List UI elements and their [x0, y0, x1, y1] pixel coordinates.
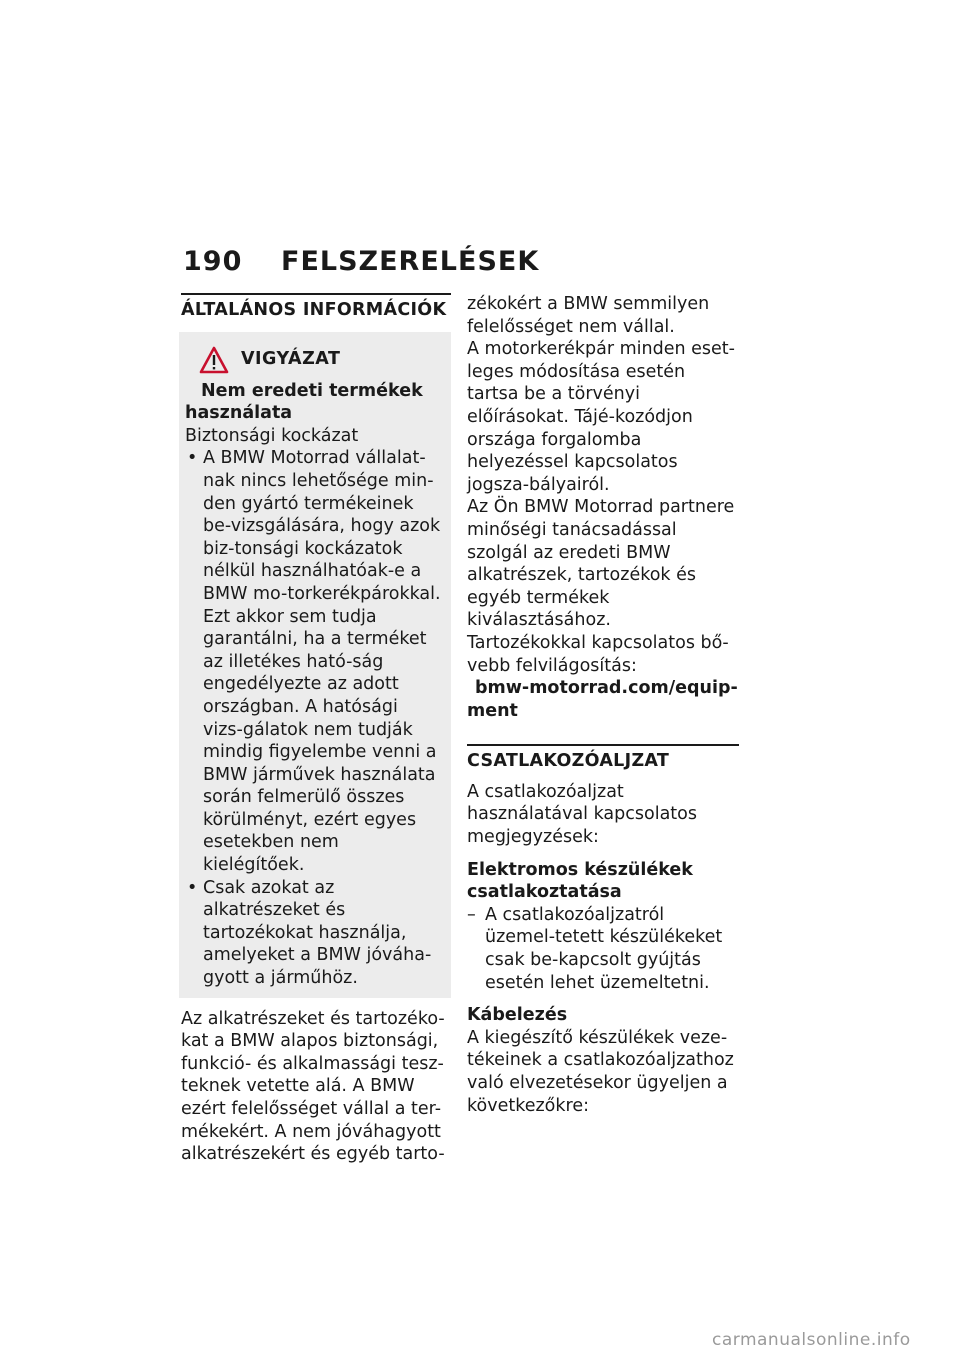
dash-list [467, 904, 739, 994]
chapter-title: FELSZERELÉSEK [281, 246, 540, 277]
warning-subtitle: Biztonsági kockázat [185, 425, 359, 446]
body-paragraph: Tartozékokkal kapcsolatos bő-vebb felvilágosítás: [467, 632, 729, 676]
list-item: – A csatlakozóaljzatról üzemel-tetett készülékeket csak be-kapcsolt gyújtás esetén lehet üzemeltetni. [467, 904, 739, 994]
list-item: • Csak azokat az alkatrészeket és tartozékokat használja, amelyeket a BMW jóváha-gyott a járműhöz. [185, 877, 443, 990]
watermark: carmanualsonline.info [712, 1330, 911, 1350]
body-paragraph: zékokért a BMW semmilyen felelősséget nem vállal. [467, 294, 710, 337]
accessory-link-cont[interactable]: ment [467, 700, 518, 721]
warning-heading-line2: használata [185, 403, 293, 424]
warning-triangle-icon [199, 346, 229, 374]
section-title-socket: CSATLAKOZÓALJZAT [467, 744, 739, 773]
page-header [183, 246, 539, 277]
subheading-cabling: Kábelezés [467, 1005, 568, 1026]
body-paragraph: Az alkatrészeket és tartozéko-kat a BMW alapos biztonsági, funkció- és alkalmassági tesz-teknek vetette alá. A BMW ezért felelősséget vállal a ter-mékekért. A nem jóváhagyott alkatrészekért és egyéb tarto- [181, 1008, 445, 1165]
warning-title: VIGYÁZAT [241, 349, 341, 370]
subheading-electrical: Elektromos készülékek csatlakoztatása [467, 859, 693, 903]
section-title-general: ÁLTALÁNOS INFORMÁCIÓK [181, 293, 451, 322]
accessory-link[interactable]: bmw-motorrad.com/equip- [475, 678, 738, 699]
right-column [467, 293, 739, 1117]
body-paragraph: Az Ön BMW Motorrad partnere minőségi tanácsadással szolgál az eredeti BMW alkatrészek, tartozékok és egyéb termékek kiválasztásához. [467, 497, 735, 631]
warning-header [199, 346, 443, 374]
list-item: • A BMW Motorrad vállalat-nak nincs lehetősége min-den gyártó termékeinek be-vizsgálására, hogy azok biz-tonsági kockázatok nélkül használhatóak-e a BMW mo-torkerékpárokkal. Ezt akkor sem tudja garantálni, ha a terméket az illetékes ható-ság engedélyezte az adott országban. A hatósági vizs-gálatok nem tudják mindig figyelembe venni a BMW járművek használata során felmerülő összes körülményt, ezért egyes esetekben nem kielégítőek. [185, 447, 443, 876]
left-column [181, 293, 451, 1166]
warning-heading-line1: Nem eredeti termékek [201, 380, 423, 401]
body-paragraph: A motorkerékpár minden eset-leges módosítása esetén tartsa be a törvényi előírásokat. Tájé-kozódjon országa forgalomba helyezéssel kapcsolatos jogsza-bályairól. [467, 339, 735, 495]
page-number: 190 [183, 246, 243, 277]
body-paragraph: A csatlakozóaljzat használatával kapcsolatos megjegyzések: [467, 781, 697, 848]
body-paragraph: A kiegészítő készülékek veze-tékeinek a csatlakozóaljzathoz való elvezetésekor ügyeljen a következőkre: [467, 1027, 734, 1116]
warning-box [179, 332, 451, 998]
warning-bullet-list [185, 447, 443, 989]
